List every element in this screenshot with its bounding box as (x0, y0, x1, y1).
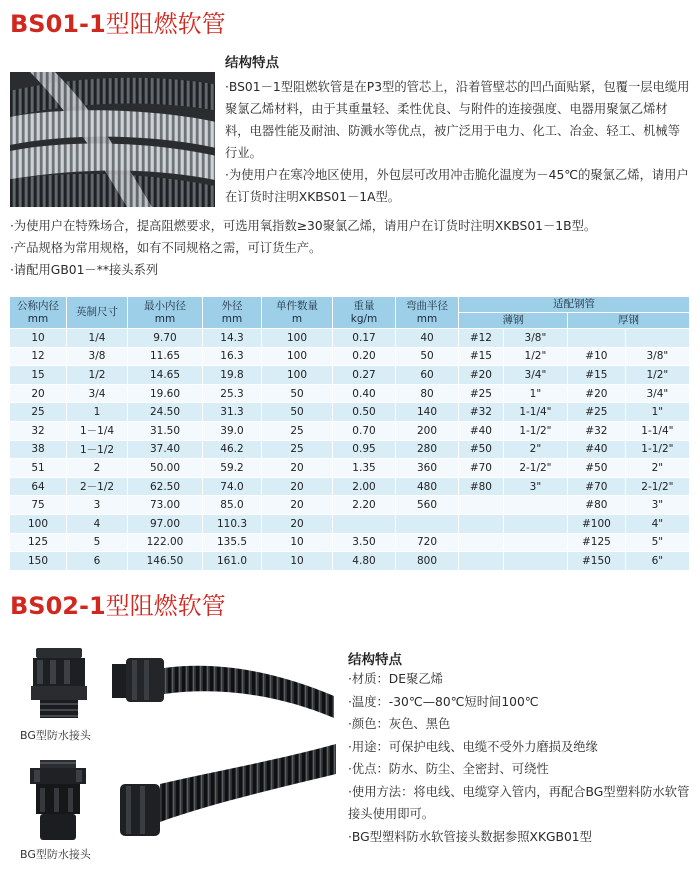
col-od: 外径 mm (203, 297, 262, 329)
table-cell: 110.3 (203, 514, 262, 533)
table-cell: 0.40 (333, 384, 396, 403)
table-cell: 3/8 (67, 347, 128, 366)
section2-title (10, 586, 226, 621)
section2-item: ·温度：-30℃—80℃短时间100℃ (348, 694, 539, 709)
col-weight: 重量 kg/m (333, 297, 396, 329)
table-cell: 1/2" (625, 366, 689, 385)
bg-conduit-assembly-image (112, 652, 334, 722)
table-cell: 1-1/4" (625, 421, 689, 440)
table-cell: #20 (568, 384, 626, 403)
section2-item: ·BG型塑料防水软管接头数据参照XKGB01型 (348, 829, 592, 844)
table-cell: 19.8 (203, 366, 262, 385)
table-cell: 0.20 (333, 347, 396, 366)
table-cell (459, 552, 504, 571)
table-cell: #125 (568, 533, 626, 552)
table-cell: 0.27 (333, 366, 396, 385)
table-cell: 20 (262, 496, 333, 515)
section1-paragraph: ·BS01－1型阻燃软管是在P3型的管芯上，沿着管壁芯的凹凸面贴紧，包覆一层电缆用聚氯乙烯材料，由于其重量轻、柔性优良、与附件的连接强度、电器用聚氯乙烯材料，电器性能及耐油、防溅水等优点，被广泛用于电力、化工、冶金、轻工、机械等行业。 (225, 80, 690, 160)
table-cell: 31.3 (203, 403, 262, 422)
table-cell: 32 (10, 421, 67, 440)
table-cell: 1" (625, 403, 689, 422)
table-cell: 1－1/4 (67, 421, 128, 440)
table-cell: 2-1/2" (625, 477, 689, 496)
table-cell: 0.17 (333, 329, 396, 348)
table-cell (459, 514, 504, 533)
bg-connector-image (28, 646, 90, 720)
spec-table-body (10, 329, 690, 571)
section2-items (348, 668, 690, 848)
table-cell: #12 (459, 329, 504, 348)
table-cell: 3" (503, 477, 567, 496)
table-cell: 3/4" (503, 366, 567, 385)
table-cell: 62.50 (128, 477, 203, 496)
table-cell: 3/8" (503, 329, 567, 348)
table-cell (503, 496, 567, 515)
table-cell (503, 514, 567, 533)
table-row (10, 533, 690, 552)
table-cell: 14.3 (203, 329, 262, 348)
table-cell: #10 (568, 347, 626, 366)
col-thin-steel: 薄钢 (459, 313, 568, 329)
section2-features-heading: 结构特点 (348, 652, 402, 668)
table-cell: #70 (568, 477, 626, 496)
table-cell: 280 (396, 440, 459, 459)
section1-note: ·为使用户在特殊场合，提高阻燃要求，可选用氧指数≥30聚氯乙烯，请用户在订货时注明XKBS01－1B型。 (10, 219, 597, 233)
table-cell: 4 (67, 514, 128, 533)
table-cell: 25 (10, 403, 67, 422)
table-cell: #100 (568, 514, 626, 533)
table-cell: 161.0 (203, 552, 262, 571)
table-cell: 73.00 (128, 496, 203, 515)
table-cell: 1/2" (503, 347, 567, 366)
table-cell: 2" (625, 459, 689, 478)
bg-connector-image (26, 758, 90, 842)
col-min-id: 最小内径 mm (128, 297, 203, 329)
table-cell: 59.2 (203, 459, 262, 478)
table-cell: #80 (459, 477, 504, 496)
section1-note: ·请配用GB01－**接头系列 (10, 263, 159, 277)
table-cell: 146.50 (128, 552, 203, 571)
table-cell: 0.95 (333, 440, 396, 459)
table-cell: 11.65 (128, 347, 203, 366)
table-cell: 1.35 (333, 459, 396, 478)
table-cell: 10 (262, 533, 333, 552)
section2-title-code: BS02-1 (10, 592, 106, 620)
table-row (10, 552, 690, 571)
col-conduit: 适配钢管 (459, 297, 690, 313)
conduit-coils-image (10, 72, 215, 207)
table-cell: 97.00 (128, 514, 203, 533)
table-cell: #15 (568, 366, 626, 385)
table-cell: 200 (396, 421, 459, 440)
table-cell: 1－1/2 (67, 440, 128, 459)
table-cell: 12 (10, 347, 67, 366)
table-cell: 0.70 (333, 421, 396, 440)
table-cell: 24.50 (128, 403, 203, 422)
table-cell: #40 (459, 421, 504, 440)
table-cell: 100 (262, 347, 333, 366)
table-cell: 40 (396, 329, 459, 348)
table-row (10, 421, 690, 440)
table-cell: 10 (10, 329, 67, 348)
table-cell: 50 (396, 347, 459, 366)
table-cell: 6" (625, 552, 689, 571)
table-cell: 1-1/2" (625, 440, 689, 459)
table-cell: 38 (10, 440, 67, 459)
table-cell (503, 533, 567, 552)
table-cell: 800 (396, 552, 459, 571)
col-nominal-id: 公称内径 mm (10, 297, 67, 329)
section2-item: ·用途：可保护电线、电缆不受外力磨损及绝缘 (348, 739, 598, 754)
section1-notes (10, 215, 690, 281)
table-cell: #15 (459, 347, 504, 366)
table-cell: 50 (262, 403, 333, 422)
table-cell: 9.70 (128, 329, 203, 348)
table-cell: 20 (262, 477, 333, 496)
col-imperial: 英制尺寸 (67, 297, 128, 329)
section2-item: ·使用方法：将电线、电缆穿入管内，再配合BG型塑料防水软管接头使用即可。 (348, 784, 690, 821)
table-cell: 135.5 (203, 533, 262, 552)
table-cell: 1/2 (67, 366, 128, 385)
section1-note: ·产品规格为常用规格，如有不同规格之需，可订货生产。 (10, 241, 322, 255)
table-cell: 3/8" (625, 347, 689, 366)
table-cell: 1-1/2" (503, 421, 567, 440)
table-cell: 31.50 (128, 421, 203, 440)
section2-item: ·优点：防水、防尘、全密封、可绕性 (348, 762, 549, 776)
table-row (10, 496, 690, 515)
table-row (10, 384, 690, 403)
table-cell (396, 514, 459, 533)
table-cell: 39.0 (203, 421, 262, 440)
table-row (10, 440, 690, 459)
table-cell: #25 (568, 403, 626, 422)
col-bend-radius: 弯曲半径 mm (396, 297, 459, 329)
table-cell: 2" (503, 440, 567, 459)
table-cell: 3/4 (67, 384, 128, 403)
table-cell (459, 533, 504, 552)
table-cell: #40 (568, 440, 626, 459)
section1-features-heading: 结构特点 (225, 55, 279, 71)
table-cell: 85.0 (203, 496, 262, 515)
table-cell: #150 (568, 552, 626, 571)
table-cell: #50 (459, 440, 504, 459)
table-cell: 20 (262, 459, 333, 478)
section1-paragraphs (225, 76, 690, 208)
table-cell: 1/4 (67, 329, 128, 348)
table-cell: 74.0 (203, 477, 262, 496)
table-cell: 14.65 (128, 366, 203, 385)
table-cell: 1-1/4" (503, 403, 567, 422)
table-cell: 3" (625, 496, 689, 515)
table-cell (459, 496, 504, 515)
table-cell: 25 (262, 421, 333, 440)
table-cell: 125 (10, 533, 67, 552)
section1-title-code: BS01-1 (10, 10, 106, 38)
table-cell: #70 (459, 459, 504, 478)
table-cell: #50 (568, 459, 626, 478)
table-cell: 20 (10, 384, 67, 403)
table-cell: 100 (262, 366, 333, 385)
table-cell: 4.80 (333, 552, 396, 571)
table-row (10, 459, 690, 478)
table-cell: 2-1/2" (503, 459, 567, 478)
table-cell: 20 (262, 514, 333, 533)
table-row (10, 347, 690, 366)
table-cell: 100 (10, 514, 67, 533)
table-cell: 0.50 (333, 403, 396, 422)
table-cell: #32 (568, 421, 626, 440)
section2-item: ·材质：DE聚乙烯 (348, 672, 443, 686)
table-cell: 16.3 (203, 347, 262, 366)
table-cell: 2 (67, 459, 128, 478)
table-cell: 480 (396, 477, 459, 496)
table-cell: #32 (459, 403, 504, 422)
connector-caption: BG型防水接头 (20, 848, 91, 861)
table-cell: 4" (625, 514, 689, 533)
table-cell: 25.3 (203, 384, 262, 403)
col-thick-steel: 厚钢 (568, 313, 690, 329)
bg-conduit-assembly-image (120, 744, 336, 860)
table-cell: 3/4" (625, 384, 689, 403)
table-cell: 720 (396, 533, 459, 552)
section1-title (10, 4, 226, 39)
table-row (10, 477, 690, 496)
section1-paragraph: ·为使用户在寒冷地区使用，外包层可改用冲击脆化温度为－45℃的聚氯乙烯，请用户在订货时注明XKBS01－1A型。 (225, 168, 689, 204)
section2-item: ·颜色：灰色、黑色 (348, 717, 451, 731)
table-cell: 140 (396, 403, 459, 422)
table-cell: 80 (396, 384, 459, 403)
gray-conduit-photo (10, 72, 215, 207)
table-cell: #20 (459, 366, 504, 385)
table-cell: 560 (396, 496, 459, 515)
table-row (10, 514, 690, 533)
table-cell: 19.60 (128, 384, 203, 403)
table-cell: 50 (262, 384, 333, 403)
table-cell: 15 (10, 366, 67, 385)
table-row (10, 403, 690, 422)
col-unit-qty: 单件数量 m (262, 297, 333, 329)
table-cell: 64 (10, 477, 67, 496)
table-cell: 50.00 (128, 459, 203, 478)
table-cell: 10 (262, 552, 333, 571)
table-cell: #25 (459, 384, 504, 403)
table-cell: 46.2 (203, 440, 262, 459)
table-cell: 5" (625, 533, 689, 552)
table-cell: 3 (67, 496, 128, 515)
table-cell: 100 (262, 329, 333, 348)
table-cell (625, 329, 689, 348)
table-row (10, 366, 690, 385)
section1-title-name: 型阻燃软管 (105, 10, 226, 38)
table-cell: 2.00 (333, 477, 396, 496)
table-cell: 6 (67, 552, 128, 571)
connector-caption: BG型防水接头 (20, 729, 91, 742)
table-cell: 51 (10, 459, 67, 478)
table-cell: 5 (67, 533, 128, 552)
table-cell: 150 (10, 552, 67, 571)
table-cell: 25 (262, 440, 333, 459)
table-cell: 37.40 (128, 440, 203, 459)
section2-title-name: 型阻燃软管 (105, 592, 226, 620)
spec-table (9, 296, 690, 571)
table-cell: 75 (10, 496, 67, 515)
table-cell: 360 (396, 459, 459, 478)
table-cell (503, 552, 567, 571)
table-cell: 2.20 (333, 496, 396, 515)
table-cell: #80 (568, 496, 626, 515)
table-cell: 3.50 (333, 533, 396, 552)
table-row (10, 329, 690, 348)
table-cell: 2－1/2 (67, 477, 128, 496)
table-cell (333, 514, 396, 533)
table-cell: 1" (503, 384, 567, 403)
table-cell: 1 (67, 403, 128, 422)
table-cell: 122.00 (128, 533, 203, 552)
table-cell: 60 (396, 366, 459, 385)
table-cell (568, 329, 626, 348)
